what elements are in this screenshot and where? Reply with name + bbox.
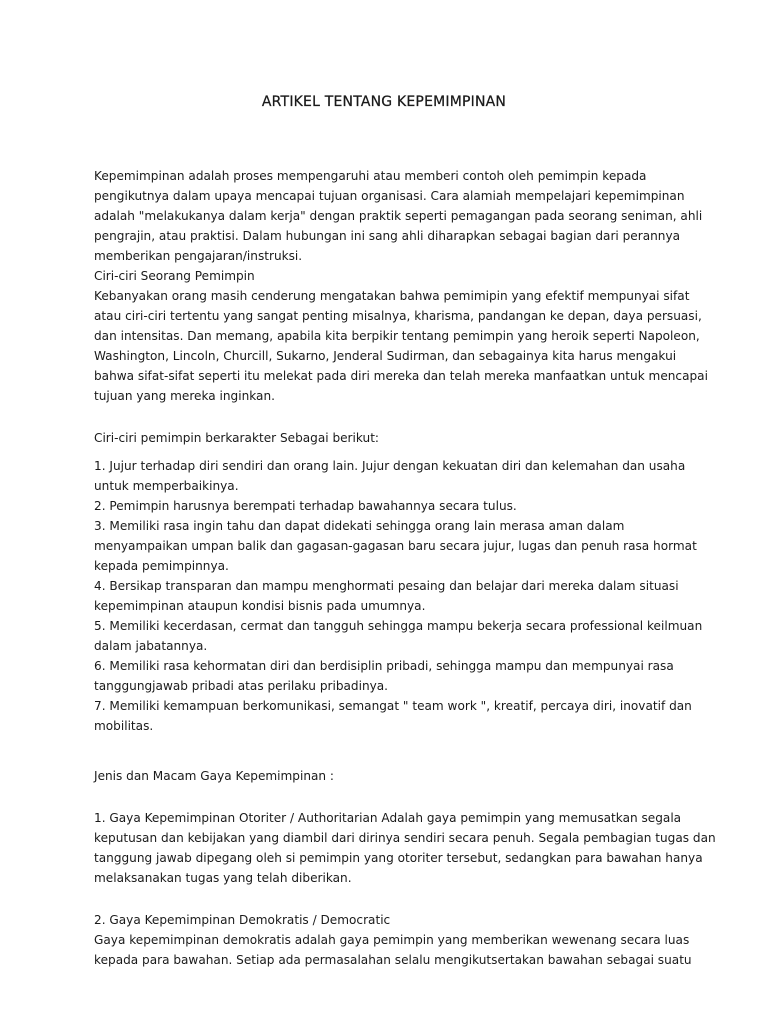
document-body [94,166,716,970]
section-heading-karakter: Ciri-ciri pemimpin berkarakter Sebagai berikut: [94,431,380,445]
list-item-line: menyampaikan umpan balik dan gagasan-gagasan baru secara jujur, lugas dan penuh rasa hormat [94,539,697,553]
list-item-line: 1. Jujur terhadap diri sendiri dan orang lain. Jujur dengan kekuatan diri dan kelemahan dan usaha [94,459,686,473]
paragraph-line: tujuan yang mereka inginkan. [94,389,275,403]
list-item-line: kepada pemimpinnya. [94,559,229,573]
paragraph-line: tanggung jawab dipegang oleh si pemimpin yang otoriter tersebut, sedangkan para bawahan hanya [94,851,703,865]
paragraph-line: keputusan dan kebijakan yang diambil dari dirinya sendiri secara penuh. Segala pembagian tugas dan [94,831,716,845]
paragraph-line: Washington, Lincoln, Churcill, Sukarno, Jenderal Sudirman, dan sebagainya kita harus mengakui [94,349,677,363]
paragraph-line: atau ciri-ciri tertentu yang sangat penting misalnya, kharisma, pandangan ke depan, daya persuasi, [94,309,702,323]
paragraph-line: adalah "melakukanya dalam kerja" dengan praktik seperti pemagangan pada seorang seniman, ahli [94,209,703,223]
list-item-line: 7. Memiliki kemampuan berkomunikasi, semangat " team work ", kreatif, percaya diri, inovatif dan [94,699,692,713]
list-item-line: 3. Memiliki rasa ingin tahu dan dapat didekati sehingga orang lain merasa aman dalam [94,519,625,533]
paragraph-line: Gaya kepemimpinan demokratis adalah gaya pemimpin yang memberikan wewenang secara luas [94,933,690,947]
paragraph-line: 1. Gaya Kepemimpinan Otoriter / Authoritarian Adalah gaya pemimpin yang memusatkan segala [94,811,682,825]
section-heading-gaya-kepemimpinan: Jenis dan Macam Gaya Kepemimpinan : [94,769,335,783]
list-item-line: untuk memperbaikinya. [94,479,239,493]
paragraph-line: melaksanakan tugas yang telah diberikan. [94,871,352,885]
paragraph-line: pengrajin, atau praktisi. Dalam hubungan ini sang ahli diharapkan sebagai bagian dari perannya [94,229,681,243]
paragraph-line: memberikan pengajaran/instruksi. [94,249,303,263]
document-title: ARTIKEL TENTANG KEPEMIMPINAN [261,94,507,110]
subheading-demokratis: 2. Gaya Kepemimpinan Demokratis / Democratic [94,913,391,927]
paragraph-line: kepada para bawahan. Setiap ada permasalahan selalu mengikutsertakan bawahan sebagai suatu [94,953,692,967]
paragraph-line: Kepemimpinan adalah proses mempengaruhi atau memberi contoh oleh pemimpin kepada [94,169,647,183]
paragraph-line: dan intensitas. Dan memang, apabila kita berpikir tentang pemimpin yang heroik seperti Napoleon, [94,329,700,343]
list-item-line: mobilitas. [94,719,154,733]
list-item-line: 2. Pemimpin harusnya berempati terhadap bawahannya secara tulus. [94,499,517,513]
list-item-line: 6. Memiliki rasa kehormatan diri dan berdisiplin pribadi, sehingga mampu dan mempunyai rasa [94,659,674,673]
paragraph-line: bahwa sifat-sifat seperti itu melekat pada diri mereka dan telah mereka manfaatkan untuk mencapai [94,369,708,383]
paragraph-line: pengikutnya dalam upaya mencapai tujuan organisasi. Cara alamiah mempelajari kepemimpinan [94,189,685,203]
list-item-line: 5. Memiliki kecerdasan, cermat dan tangguh sehingga mampu bekerja secara professional keilmuan [94,619,703,633]
paragraph-line: Kebanyakan orang masih cenderung mengatakan bahwa pemimipin yang efektif mempunyai sifat [94,289,690,303]
list-item-line: tanggungjawab pribadi atas perilaku pribadinya. [94,679,389,693]
section-heading-ciri-pemimpin: Ciri-ciri Seorang Pemimpin [94,269,255,283]
list-item-line: 4. Bersikap transparan dan mampu menghormati pesaing dan belajar dari mereka dalam situasi [94,579,679,593]
list-item-line: kepemimpinan ataupun kondisi bisnis pada umumnya. [94,599,426,613]
list-item-line: dalam jabatannya. [94,639,208,653]
